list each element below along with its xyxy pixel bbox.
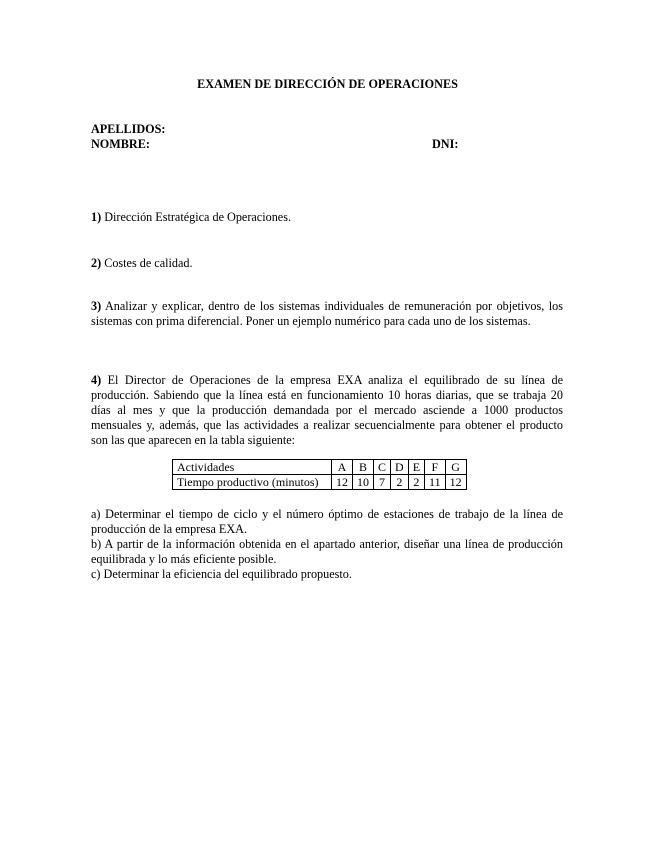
table-cell-activity: G (445, 460, 466, 475)
table-cell-time: 12 (445, 475, 466, 490)
question-1-text: Dirección Estratégica de Operaciones. (104, 210, 291, 224)
table-cell-activity: D (391, 460, 409, 475)
question-4 (91, 373, 563, 448)
question-3-number: 3) (91, 299, 102, 313)
table-cell-time: 2 (391, 475, 409, 490)
table-cell-activity: C (374, 460, 391, 475)
table-cell-time: 11 (425, 475, 446, 490)
table-cell-label: Actividades (173, 460, 332, 475)
question-2-text: Costes de calidad. (104, 256, 193, 270)
question-4-text: El Director de Operaciones de la empresa EXA analiza el equilibrado de su línea de producción. Sabiendo que la línea está en funcionamiento 10 horas diarias, que se trabaja 20 días al mes y que la producción demandada por el mercado asciende a 1000 productos mensuales y, además, que las actividades a realizar secuencialmente para obtener el producto son las que aparecen en la tabla siguiente: (91, 373, 564, 447)
table-cell-time: 7 (374, 475, 391, 490)
table-cell-activity: E (408, 460, 424, 475)
table-cell-time: 10 (353, 475, 374, 490)
question-3 (91, 299, 563, 329)
table-cell-activity: F (425, 460, 446, 475)
table-cell-label: Tiempo productivo (minutos) (173, 475, 332, 490)
question-2 (91, 256, 563, 271)
activities-table (172, 459, 467, 490)
table-row-activities (173, 460, 467, 475)
subquestion-a: a) Determinar el tiempo de ciclo y el número óptimo de estaciones de trabajo de la línea de producción de la empresa EXA. (91, 507, 563, 536)
subquestion-c: c) Determinar la eficiencia del equilibrado propuesto. (91, 567, 352, 581)
question-1-number: 1) (91, 210, 102, 224)
table-cell-activity: A (332, 460, 353, 475)
apellidos-label: APELLIDOS: (91, 122, 166, 136)
table-row-times (173, 475, 467, 490)
page-title: EXAMEN DE DIRECCIÓN DE OPERACIONES (197, 77, 458, 91)
question-3-text: Analizar y explicar, dentro de los sistemas individuales de remuneración por objetivos, los sistemas con prima diferencial. Poner un ejemplo numérico para cada uno de los sistemas. (91, 299, 563, 328)
table-cell-time: 2 (408, 475, 424, 490)
table-cell-time: 12 (332, 475, 353, 490)
dni-label: DNI: (432, 137, 459, 151)
subquestion-b: b) A partir de la información obtenida en el apartado anterior, diseñar una línea de producción equilibrada y lo más eficiente posible. (91, 537, 563, 566)
table-cell-activity: B (353, 460, 374, 475)
nombre-label: NOMBRE: (91, 137, 150, 151)
question-2-number: 2) (91, 256, 102, 270)
question-1 (91, 210, 563, 225)
question-4-number: 4) (91, 373, 102, 387)
